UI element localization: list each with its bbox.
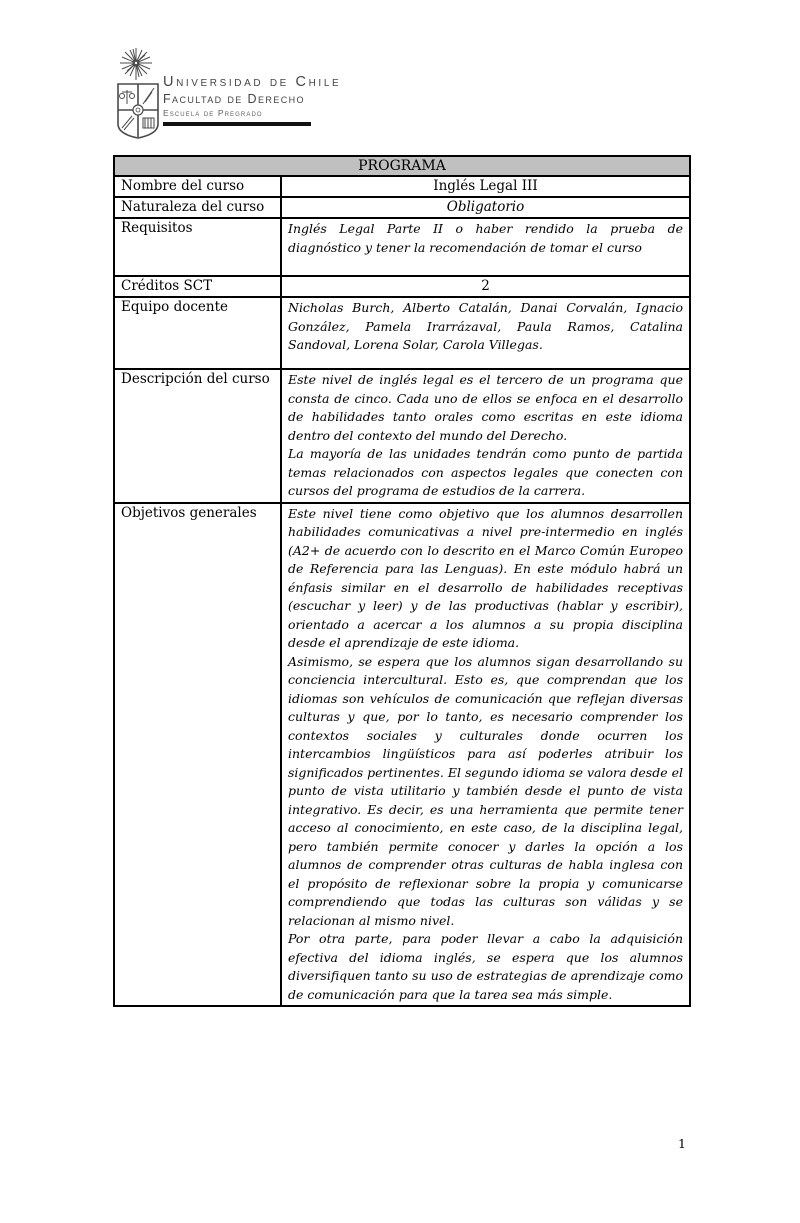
row-objetivos-generales <box>114 503 690 1007</box>
row-label: Equipo docente <box>114 297 281 369</box>
description-paragraph-1: Este nivel de inglés legal es el tercero de un programa que consta de cinco. Cada uno de ellos se enfoca en el desarrollo de habilidades tanto orales como escritas en este idioma dentro del contexto del mundo del Derecho. <box>288 372 683 443</box>
requirements-value <box>281 218 690 276</box>
course-name-value: Inglés Legal III <box>281 176 690 197</box>
row-label: Objetivos generales <box>114 503 281 1007</box>
row-creditos-sct <box>114 276 690 297</box>
row-label: Descripción del curso <box>114 369 281 503</box>
row-requisitos <box>114 218 690 276</box>
page-number: 1 <box>678 1136 686 1151</box>
teaching-team-value <box>281 297 690 369</box>
program-table <box>113 155 691 1007</box>
row-nombre-del-curso <box>114 176 690 197</box>
credits-value: 2 <box>281 276 690 297</box>
objectives-paragraph-1: Este nivel tiene como objetivo que los alumnos desarrollen habilidades comunicativas a nivel pre-intermedio en inglés (A2+ de acuerdo con lo descrito en el Marco Común Europeo de Referencia para las Lenguas). En este módulo habrá un énfasis similar en el desarrollo de habilidades receptivas (escuchar y leer) y de las productivas (hablar y escribir), orientado a acercar a los alumnos a su propia disciplina desde el aprendizaje de este idioma. <box>288 505 683 650</box>
school-name: Escuela de Pregrado <box>163 108 263 118</box>
course-nature-value: Obligatorio <box>281 197 690 218</box>
faculty-name: Facultad de Derecho <box>163 92 305 106</box>
general-objectives-value <box>281 503 690 1007</box>
row-label: Créditos SCT <box>114 276 281 297</box>
objectives-paragraph-2: Asimismo, se espera que los alumnos sigan desarrollando su conciencia intercultural. Esto es, que comprendan que los idiomas son vehículos de comunicación que reflejan diversas culturas y que, por lo tanto, es necesario comprender los contextos sociales y culturales donde ocurren los intercambios lingüísticos para así poderles atribuir los significados pertinentes. El segundo idioma se valora desde el punto de vista utilitario y también desde el punto de vista integrativo. Es decir, es una herramienta que permite tener acceso al conocimiento, en este caso, de la disciplina legal, pero también permite conocer y darles la opción a los alumnos de comprender otras culturas de habla inglesa con el propósito de reflexionar sobre la propia y comunicarse comprendiendo que todas las culturas son válidas y se relacionan al mismo nivel. <box>288 653 683 928</box>
table-header-row <box>114 156 690 176</box>
letterhead-rule <box>163 122 311 126</box>
row-descripcion-del-curso <box>114 369 690 503</box>
teaching-team-text: Nicholas Burch, Alberto Catalán, Danai Corvalán, Ignacio González, Pamela Irarrázaval, Paula Ramos, Catalina Sandoval, Lorena Solar, Carola Villegas. <box>288 300 683 352</box>
row-label: Naturaleza del curso <box>114 197 281 218</box>
requirements-text: Inglés Legal Parte II o haber rendido la prueba de diagnóstico y tener la recomendación de tomar el curso <box>288 221 683 255</box>
row-equipo-docente <box>114 297 690 369</box>
description-paragraph-2: La mayoría de las unidades tendrán como punto de partida temas relacionados con aspectos legales que conecten con cursos del programa de estudios de la carrera. <box>288 446 683 498</box>
university-crest-icon <box>112 46 168 140</box>
row-label: Nombre del curso <box>114 176 281 197</box>
course-description-value <box>281 369 690 503</box>
objectives-paragraph-3: Por otra parte, para poder llevar a cabo la adquisición efectiva del idioma inglés, se espera que los alumnos diversifiquen tanto su uso de estrategias de aprendizaje como de comunicación para que la tarea sea más simple. <box>288 931 683 1002</box>
table-title: PROGRAMA <box>114 156 690 176</box>
row-label: Requisitos <box>114 218 281 276</box>
row-naturaleza-del-curso <box>114 197 690 218</box>
university-name: Universidad de Chile <box>163 74 342 90</box>
